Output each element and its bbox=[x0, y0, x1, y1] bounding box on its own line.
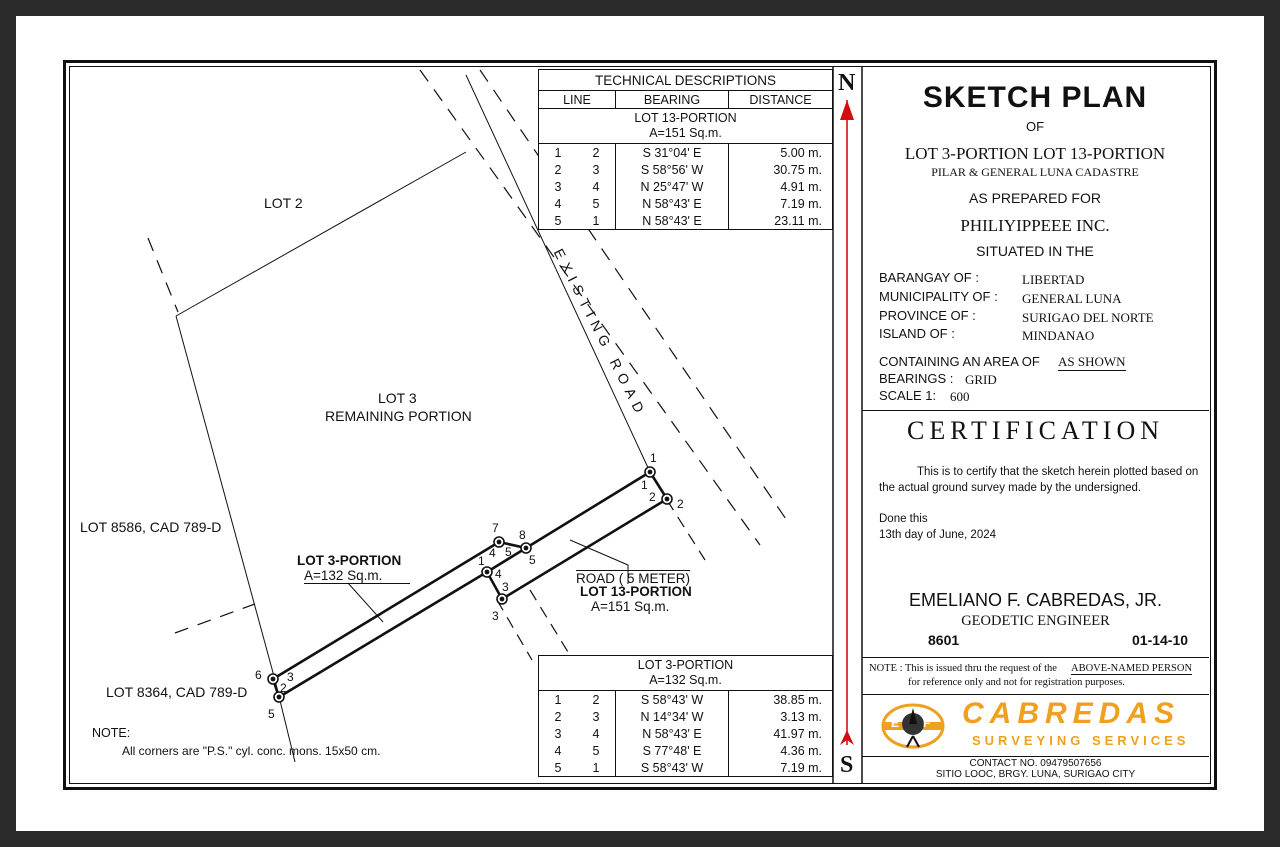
done-line2: 13th day of June, 2024 bbox=[879, 529, 997, 541]
distance-cell: 41.97 m. bbox=[729, 725, 833, 742]
corner-number: 2 bbox=[649, 490, 656, 504]
line-to: 5 bbox=[592, 196, 600, 211]
bearing-cell: S 58°56' W bbox=[616, 161, 729, 178]
lot8364-label: LOT 8364, CAD 789-D bbox=[106, 684, 248, 700]
line-from: 3 bbox=[554, 179, 562, 194]
lot3-west-boundary bbox=[176, 316, 275, 680]
corner-number: 8 bbox=[519, 528, 526, 542]
line-to: 1 bbox=[592, 213, 600, 228]
line-from: 3 bbox=[554, 726, 562, 741]
corner-number: 2 bbox=[677, 497, 684, 511]
company-name: CABREDAS bbox=[962, 697, 1181, 730]
contact-number: CONTACT NO. 09479507656 bbox=[969, 758, 1102, 769]
distance-cell: 3.13 m. bbox=[729, 708, 833, 725]
line-to: 3 bbox=[592, 709, 600, 724]
distance-cell: 7.19 m. bbox=[729, 195, 833, 212]
lot13-portion-label: LOT 13-PORTION bbox=[580, 584, 692, 599]
line-to: 5 bbox=[592, 743, 600, 758]
lot8586-label: LOT 8586, CAD 789-D bbox=[80, 519, 222, 535]
island-value: MINDANAO bbox=[1022, 328, 1095, 343]
engineer-name: EMELIANO F. CABREDAS, JR. bbox=[908, 590, 1163, 610]
section-divider bbox=[862, 694, 1209, 695]
bearing-cell: N 14°34' W bbox=[616, 708, 729, 725]
company-address: SITIO LOOC, BRGY. LUNA, SURIGAO CITY bbox=[935, 769, 1136, 780]
corner-number: 4 bbox=[495, 567, 502, 581]
prepared-for-label: AS PREPARED FOR bbox=[969, 190, 1101, 206]
line-from: 1 bbox=[554, 692, 562, 707]
engineer-title: GEODETIC ENGINEER bbox=[961, 613, 1110, 629]
line-to: 3 bbox=[592, 162, 600, 177]
note-title: NOTE: bbox=[92, 726, 131, 740]
scale-label: SCALE 1: bbox=[879, 388, 937, 403]
distance-cell: 4.36 m. bbox=[729, 742, 833, 759]
area-value: AS SHOWN bbox=[1058, 354, 1126, 369]
lots-title: LOT 3-PORTION LOT 13-PORTION bbox=[904, 144, 1166, 163]
lot13-table-area: A=151 Sq.m. bbox=[649, 126, 722, 140]
sketch-plan-title: SKETCH PLAN bbox=[922, 81, 1148, 114]
lot2-boundary bbox=[176, 152, 466, 316]
lot13-portion-area: A=151 Sq.m. bbox=[591, 599, 670, 614]
west-dash bbox=[148, 238, 178, 312]
section-divider bbox=[862, 410, 1209, 411]
certification-line2: the actual ground survey made by the undersigned. bbox=[879, 482, 1142, 494]
bearing-cell: N 58°43' E bbox=[616, 195, 729, 212]
lot3-portion-area: A=132 Sq.m. bbox=[304, 568, 410, 584]
section-divider bbox=[862, 756, 1209, 757]
road5-dash-3 bbox=[667, 500, 705, 560]
corner-number: 1 bbox=[641, 478, 648, 492]
bearings-value: GRID bbox=[965, 372, 997, 387]
line-from: 2 bbox=[554, 162, 562, 177]
license-number: 8601 bbox=[928, 632, 960, 648]
bearing-cell: N 58°43' E bbox=[616, 212, 729, 230]
lot3-table-area: A=132 Sq.m. bbox=[649, 673, 722, 687]
line-from: 2 bbox=[554, 709, 562, 724]
issue-note-line2: for reference only and not for registration purposes. bbox=[908, 677, 1125, 688]
col-header-line: LINE bbox=[539, 91, 616, 109]
col-header-distance: DISTANCE bbox=[729, 91, 833, 109]
issue-note-prefix: NOTE : This is issued thru the request of the bbox=[869, 663, 1057, 674]
corner-number: 3 bbox=[502, 580, 509, 594]
corner-number: 1 bbox=[650, 451, 657, 465]
corner-number: 3 bbox=[287, 670, 294, 684]
issue-note-request: ABOVE-NAMED PERSON bbox=[1071, 663, 1193, 674]
lot3-label: LOT 3 bbox=[378, 390, 417, 406]
lot3-leader bbox=[348, 583, 383, 622]
line-to: 4 bbox=[592, 179, 600, 194]
north-label: N bbox=[838, 70, 856, 96]
barangay-label: BARANGAY OF : bbox=[879, 270, 979, 285]
distance-cell: 5.00 m. bbox=[729, 144, 833, 162]
municipality-label: MUNICIPALITY OF : bbox=[879, 289, 998, 304]
south-label: S bbox=[840, 752, 854, 778]
municipality-value: GENERAL LUNA bbox=[1022, 291, 1122, 306]
road5-dash-1 bbox=[497, 600, 532, 660]
road-label: ROAD ( 5 METER) bbox=[576, 571, 691, 586]
line-to: 4 bbox=[592, 726, 600, 741]
corner-number: 3 bbox=[492, 609, 499, 623]
island-label: ISLAND OF : bbox=[879, 326, 955, 341]
line-from: 5 bbox=[554, 760, 562, 775]
distance-cell: 23.11 m. bbox=[729, 212, 833, 230]
logo-letters: EF bbox=[891, 716, 955, 730]
bearing-cell: S 31°04' E bbox=[616, 144, 729, 162]
col-header-bearing: BEARING bbox=[616, 91, 729, 109]
province-value: SURIGAO DEL NORTE bbox=[1022, 310, 1154, 325]
line-from: 1 bbox=[554, 145, 562, 160]
bearing-cell: N 25°47' W bbox=[616, 178, 729, 195]
existing-road-label: EXISTING ROAD bbox=[550, 246, 651, 421]
tech-desc-title: TECHNICAL DESCRIPTIONS bbox=[539, 70, 833, 91]
certification-line1: This is to certify that the sketch herein plotted based on bbox=[917, 466, 1199, 478]
corner-number: 2 bbox=[280, 681, 287, 695]
tech-desc-lot13-table bbox=[538, 69, 833, 230]
done-line1: Done this bbox=[879, 513, 928, 525]
road5-dash-2 bbox=[530, 590, 568, 652]
barangay-value: LIBERTAD bbox=[1022, 272, 1085, 287]
bearing-cell: S 58°43' W bbox=[616, 691, 729, 709]
corner-number: 7 bbox=[492, 521, 499, 535]
situated-label: SITUATED IN THE bbox=[976, 243, 1094, 259]
line-from: 5 bbox=[554, 213, 562, 228]
province-label: PROVINCE OF : bbox=[879, 308, 976, 323]
company-logo-icon bbox=[880, 700, 955, 752]
corner-number: 6 bbox=[255, 668, 262, 682]
distance-cell: 30.75 m. bbox=[729, 161, 833, 178]
bearing-cell: N 58°43' E bbox=[616, 725, 729, 742]
corner-number: 4 bbox=[489, 546, 496, 560]
section-divider bbox=[862, 657, 1209, 658]
distance-cell: 4.91 m. bbox=[729, 178, 833, 195]
corner-number: 5 bbox=[505, 545, 512, 559]
corner-number: 5 bbox=[529, 553, 536, 567]
line-to: 2 bbox=[592, 145, 600, 160]
line-to: 1 bbox=[592, 760, 600, 775]
note-text: All corners are "P.S." cyl. conc. mons. 15x50 cm. bbox=[122, 744, 381, 758]
line-to: 2 bbox=[592, 692, 600, 707]
corner-number: 5 bbox=[268, 707, 275, 721]
ptr-number: 01-14-10 bbox=[1132, 632, 1189, 648]
lot13-table-label: LOT 13-PORTION bbox=[634, 111, 737, 125]
scale-value: 600 bbox=[950, 389, 970, 404]
tech-desc-lot3-table bbox=[538, 655, 833, 777]
bearing-cell: S 77°48' E bbox=[616, 742, 729, 759]
cadastre-name: PILAR & GENERAL LUNA CADASTRE bbox=[931, 165, 1139, 179]
bearing-cell: S 58°43' W bbox=[616, 759, 729, 777]
distance-cell: 7.19 m. bbox=[729, 759, 833, 777]
lot3-table-label: LOT 3-PORTION bbox=[637, 658, 734, 672]
lot2-label: LOT 2 bbox=[264, 195, 303, 211]
south-dash bbox=[175, 604, 255, 633]
bearings-label: BEARINGS : bbox=[879, 371, 954, 386]
client-name: PHILIYIPPEEE INC. bbox=[960, 216, 1110, 235]
title-of: OF bbox=[1025, 119, 1045, 134]
line-from: 4 bbox=[554, 196, 562, 211]
lot3-portion-label: LOT 3-PORTION bbox=[297, 553, 402, 568]
north-arrow-icon bbox=[840, 100, 854, 745]
company-subtitle: SURVEYING SERVICES bbox=[972, 733, 1190, 748]
distance-cell: 38.85 m. bbox=[729, 691, 833, 709]
line-from: 4 bbox=[554, 743, 562, 758]
area-label: CONTAINING AN AREA OF bbox=[879, 354, 1040, 369]
lot3-remaining-label: REMAINING PORTION bbox=[325, 408, 472, 424]
certification-heading: CERTIFICATION bbox=[907, 416, 1164, 445]
corner-number: 1 bbox=[478, 554, 485, 568]
